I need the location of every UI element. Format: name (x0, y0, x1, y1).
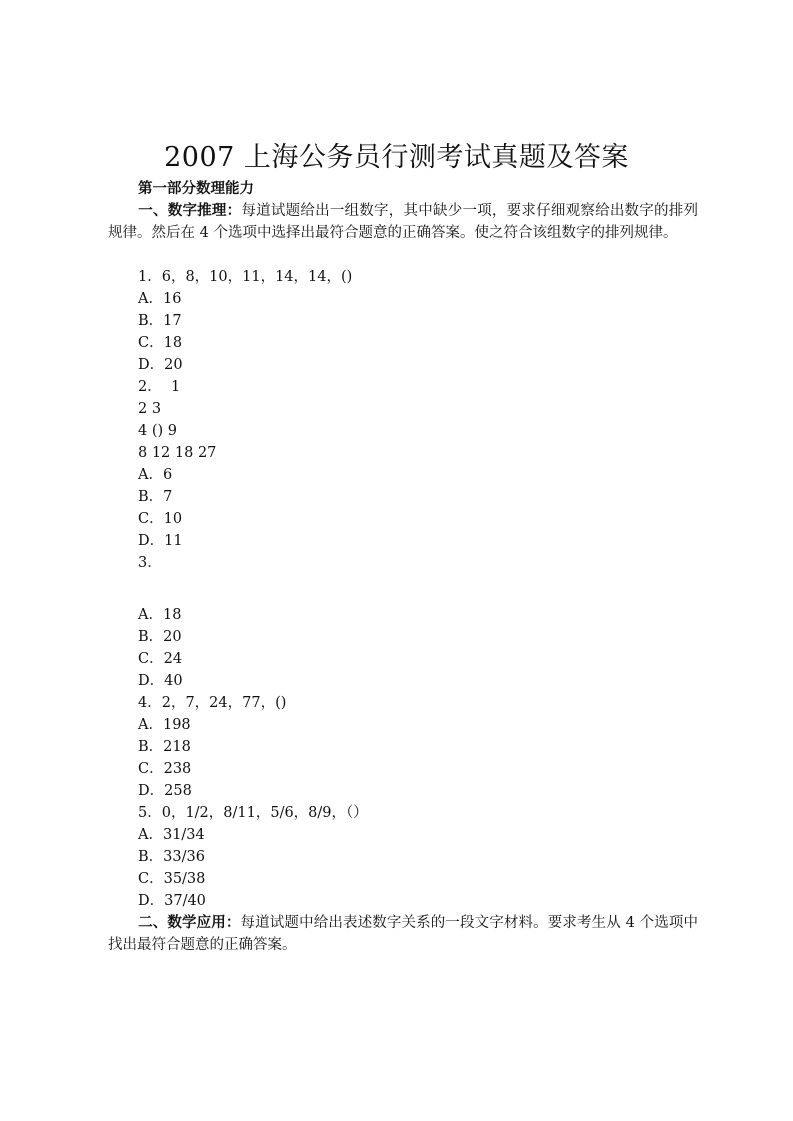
q2-row-2: 2 3 (138, 401, 162, 417)
q1-stem: 1．6，8，10，11，14，14，() (138, 269, 353, 285)
q4-option-a: A．198 (138, 717, 191, 733)
q5-option-c: C．35/38 (138, 871, 206, 887)
q5-option-b: B．33/36 (138, 849, 205, 865)
section1-label: 一、数字推理： (138, 202, 242, 219)
q5-stem: 5．0，1/2，8/11，5/6，8/9，（） (138, 805, 368, 821)
part1-heading: 第一部分数理能力 (138, 180, 254, 197)
q1-option-c: C．18 (138, 335, 183, 351)
q2-row-4: 8 12 18 27 (138, 445, 217, 461)
q5-option-a: A．31/34 (138, 827, 205, 843)
q3-option-d: D．40 (138, 673, 183, 689)
q2-option-c: C．10 (138, 511, 183, 527)
q2-option-b: B．7 (138, 489, 173, 505)
q5-option-d: D．37/40 (138, 893, 206, 909)
q1-option-d: D．20 (138, 357, 183, 373)
q2-stem: 2． 1 (138, 379, 181, 395)
section1-text: 每道试题给出一组数字，其中缺少一项，要求仔细观察给出数字的排列规律。然后在 4 个选项中选择出最符合题意的正确答案。使之符合该组数字的排列规律。 (108, 203, 699, 241)
q4-option-d: D．258 (138, 783, 192, 799)
section2-paragraph (108, 912, 698, 956)
section2-text: 每道试题中给出表述数字关系的一段文字材料。要求考生从 4 个选项中找出最符合题意的正确答案。 (108, 915, 698, 953)
q2-row-3: 4 () 9 (138, 423, 177, 439)
q3-stem: 3． (138, 555, 162, 571)
q4-stem: 4．2，7，24，77，() (138, 695, 287, 711)
q3-option-c: C．24 (138, 651, 183, 667)
q2-option-d: D．11 (138, 533, 183, 549)
q4-option-c: C．238 (138, 761, 192, 777)
q4-option-b: B．218 (138, 739, 191, 755)
document-title: 2007 上海公务员行测考试真题及答案 (164, 142, 629, 173)
q2-option-a: A．6 (138, 467, 173, 483)
q3-option-b: B．20 (138, 629, 182, 645)
q1-option-b: B．17 (138, 313, 182, 329)
q3-option-a: A．18 (138, 607, 182, 623)
section1-paragraph (108, 200, 698, 244)
q1-option-a: A．16 (138, 291, 182, 307)
section2-label: 二、数学应用： (138, 914, 241, 931)
